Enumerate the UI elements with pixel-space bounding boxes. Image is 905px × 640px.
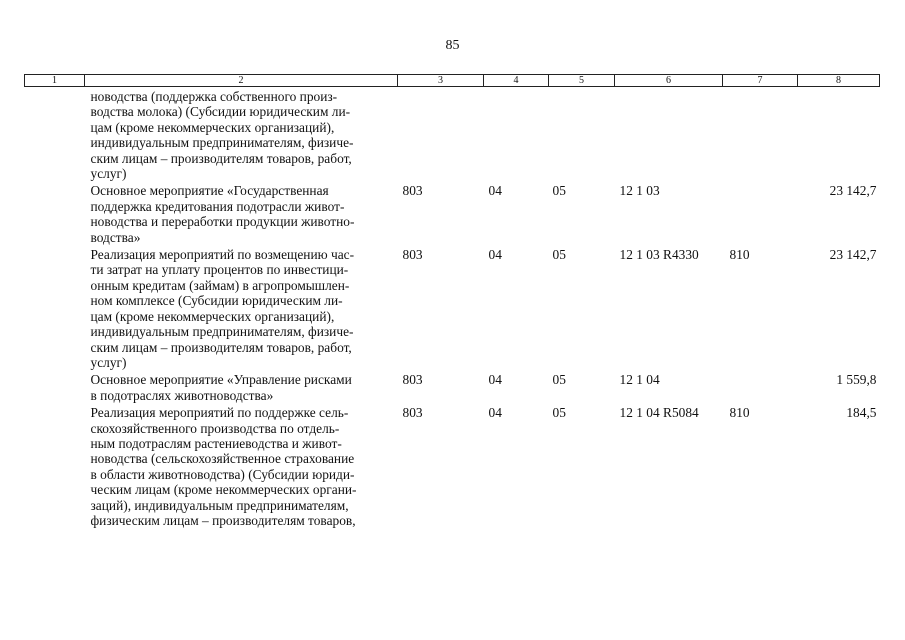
cell-subsection-code: 05 xyxy=(552,247,566,263)
column-header: 6 xyxy=(615,75,723,87)
cell-department-code: 803 xyxy=(402,372,423,388)
cell-section-code: 04 xyxy=(488,183,502,199)
table-row xyxy=(25,370,880,403)
page-number: 85 xyxy=(445,38,460,53)
item-name-line: индивидуальным предпринимателям, физиче- xyxy=(90,135,354,151)
header-row xyxy=(25,75,880,87)
cell-item-name xyxy=(85,245,398,370)
item-name-line: Реализация мероприятий по поддержке сель- xyxy=(90,405,349,421)
cell-subsection-code xyxy=(549,87,615,182)
item-name-line: Реализация мероприятий по возмещению час- xyxy=(90,247,355,263)
cell-amount: 23 142,7 xyxy=(829,183,877,199)
cell-subsection-code: 05 xyxy=(552,405,566,421)
item-name-line: новодства (сельскохозяйственное страхование xyxy=(90,451,355,467)
item-name-line: в подотраслях животноводства» xyxy=(90,387,274,403)
cell-subsection-code: 05 xyxy=(552,372,566,388)
item-name-line: в области животноводства) (Субсидии юриди- xyxy=(90,466,355,482)
table-body xyxy=(25,87,880,529)
cell-section-code: 04 xyxy=(488,405,502,421)
table-row xyxy=(25,181,880,245)
item-name-line: ти затрат на уплату процентов по инвестици- xyxy=(90,262,349,278)
cell-expense-type: 810 xyxy=(729,405,750,421)
item-name-line: заций), индивидуальным предпринимателям, xyxy=(90,497,349,513)
cell-expense-type: 810 xyxy=(729,247,750,263)
item-name-line: новодства (поддержка собственного произ- xyxy=(90,89,338,104)
item-name-line: ским лицам – производителям товаров, работ, xyxy=(90,150,352,166)
item-name-line: Основное мероприятие «Управление рисками xyxy=(90,372,352,388)
cell-subsection-code: 05 xyxy=(552,183,566,199)
item-name-line: цам (кроме некоммерческих организаций), xyxy=(90,308,335,324)
item-name-line: онным кредитам (займам) в агропромышлен- xyxy=(90,277,350,293)
cell-expense-type xyxy=(723,181,798,245)
column-header: 2 xyxy=(85,75,398,87)
item-name-line: ческим лицам (кроме некоммерческих органи- xyxy=(90,482,357,498)
cell-target-article: 12 1 04 xyxy=(619,372,660,388)
cell-expense-type xyxy=(723,370,798,403)
item-name-line: услуг) xyxy=(90,354,127,370)
cell-row-number xyxy=(25,245,85,370)
item-name-line: индивидуальным предпринимателям, физиче- xyxy=(90,324,354,340)
cell-item-name xyxy=(85,370,398,403)
cell-expense-type xyxy=(723,87,798,182)
cell-section-code xyxy=(484,87,549,182)
column-header: 7 xyxy=(723,75,798,87)
item-name-line: поддержка кредитования подотрасли живот- xyxy=(90,198,345,214)
column-header: 8 xyxy=(798,75,880,87)
item-name-line: услуг) xyxy=(90,166,127,182)
cell-item-name xyxy=(85,87,398,182)
table-row xyxy=(25,403,880,528)
cell-amount: 1 559,8 xyxy=(836,372,877,388)
cell-amount: 23 142,7 xyxy=(829,247,877,263)
cell-section-code: 04 xyxy=(488,372,502,388)
cell-target-article: 12 1 03 R4330 xyxy=(619,247,699,263)
cell-department-code: 803 xyxy=(402,405,423,421)
column-header: 4 xyxy=(484,75,549,87)
column-header: 3 xyxy=(398,75,484,87)
item-name-line: цам (кроме некоммерческих организаций), xyxy=(90,119,335,135)
item-name-line: новодства и переработки продукции животно- xyxy=(90,214,355,230)
table-row xyxy=(25,245,880,370)
cell-amount: 184,5 xyxy=(846,405,877,421)
cell-target-article: 12 1 03 xyxy=(619,183,660,199)
cell-department-code: 803 xyxy=(402,183,423,199)
table-row xyxy=(25,87,880,182)
cell-section-code: 04 xyxy=(488,247,502,263)
item-name-line: ским лицам – производителям товаров, работ, xyxy=(90,339,352,355)
cell-row-number xyxy=(25,403,85,528)
column-header: 1 xyxy=(25,75,85,87)
item-name-line: физическим лицам – производителям товаров, xyxy=(90,512,356,528)
cell-row-number xyxy=(25,370,85,403)
item-name-line: ным подотраслям растениеводства и живот- xyxy=(90,435,342,451)
cell-target-article xyxy=(615,87,723,182)
column-header: 5 xyxy=(549,75,615,87)
cell-target-article: 12 1 04 R5084 xyxy=(619,405,699,421)
cell-item-name xyxy=(85,403,398,528)
cell-item-name xyxy=(85,181,398,245)
budget-table xyxy=(24,74,880,528)
cell-department-code: 803 xyxy=(402,247,423,263)
cell-row-number xyxy=(25,181,85,245)
item-name-line: водства» xyxy=(90,229,141,245)
item-name-line: скохозяйственного производства по отдель- xyxy=(90,420,340,436)
cell-row-number xyxy=(25,87,85,182)
cell-amount xyxy=(798,87,880,182)
item-name-line: Основное мероприятие «Государственная xyxy=(90,183,329,199)
cell-department-code xyxy=(398,87,484,182)
item-name-line: ном комплексе (Субсидии юридическим ли- xyxy=(90,293,343,309)
item-name-line: водства молока) (Субсидии юридическим ли- xyxy=(90,104,351,120)
